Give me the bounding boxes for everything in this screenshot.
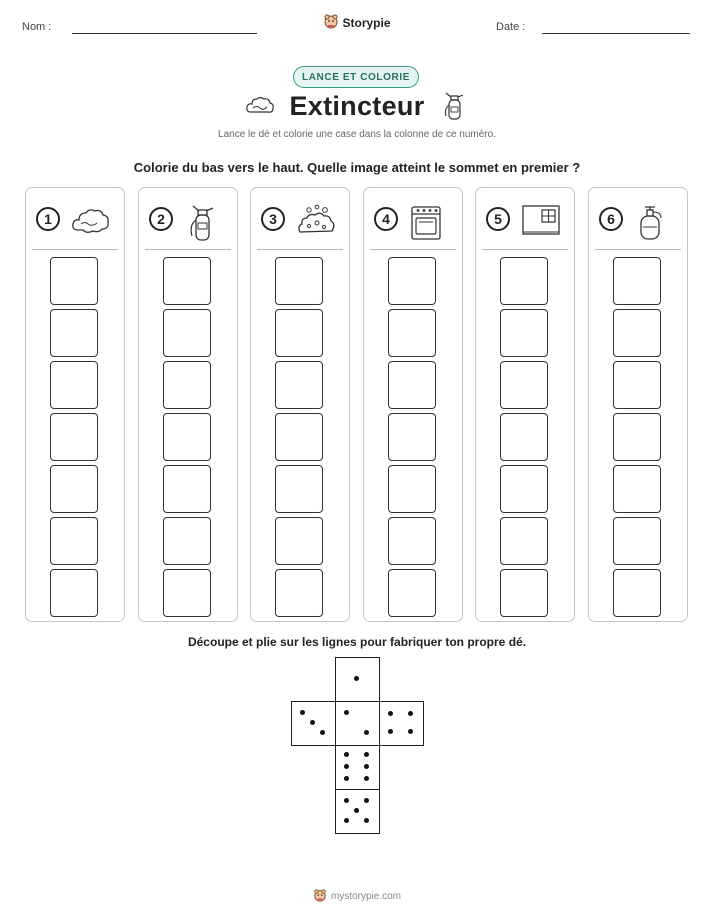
color-box[interactable] — [613, 309, 661, 357]
pip — [344, 818, 349, 823]
column-number: 5 — [486, 207, 510, 231]
gas-cylinder-icon — [633, 202, 669, 247]
column-2 — [138, 187, 238, 622]
pip — [388, 729, 393, 734]
color-box[interactable] — [275, 569, 323, 617]
pip — [408, 729, 413, 734]
brand-logo — [0, 13, 714, 34]
color-box[interactable] — [50, 361, 98, 409]
column-divider — [370, 249, 456, 250]
column-divider — [145, 249, 231, 250]
color-box[interactable] — [388, 309, 436, 357]
color-box[interactable] — [275, 413, 323, 461]
fire-extinguisher-icon — [183, 202, 219, 247]
column-number: 3 — [261, 207, 285, 231]
color-box[interactable] — [163, 465, 211, 513]
pip — [364, 752, 369, 757]
color-box[interactable] — [50, 309, 98, 357]
pip — [344, 752, 349, 757]
color-box[interactable] — [50, 569, 98, 617]
brand-name: Storypie — [342, 15, 391, 30]
pip — [354, 808, 359, 813]
color-box[interactable] — [500, 361, 548, 409]
pip — [364, 730, 369, 735]
color-box[interactable] — [163, 569, 211, 617]
fire-extinguisher-icon — [443, 89, 465, 126]
color-box[interactable] — [163, 517, 211, 565]
color-box[interactable] — [613, 257, 661, 305]
color-box[interactable] — [50, 465, 98, 513]
column-divider — [32, 249, 118, 250]
color-box[interactable] — [613, 361, 661, 409]
color-box[interactable] — [500, 309, 548, 357]
column-number: 6 — [599, 207, 623, 231]
pip — [364, 798, 369, 803]
pip — [388, 711, 393, 716]
color-box[interactable] — [50, 257, 98, 305]
color-box[interactable] — [500, 569, 548, 617]
color-box[interactable] — [500, 413, 548, 461]
column-1 — [25, 187, 125, 622]
column-number: 4 — [374, 207, 398, 231]
column-number: 2 — [149, 207, 173, 231]
pip — [364, 764, 369, 769]
pip — [344, 710, 349, 715]
die-face-4 — [379, 701, 424, 746]
color-box[interactable] — [388, 517, 436, 565]
color-box[interactable] — [275, 465, 323, 513]
color-box[interactable] — [275, 257, 323, 305]
pip — [320, 730, 325, 735]
color-box[interactable] — [388, 569, 436, 617]
column-divider — [595, 249, 681, 250]
pip — [364, 818, 369, 823]
footer-url: mystorypie.com — [330, 891, 401, 902]
color-box[interactable] — [275, 361, 323, 409]
color-box[interactable] — [500, 517, 548, 565]
die-face-1 — [335, 657, 380, 702]
color-box[interactable] — [388, 465, 436, 513]
die-face-2 — [335, 701, 380, 746]
color-box[interactable] — [163, 361, 211, 409]
color-box[interactable] — [388, 413, 436, 461]
color-box[interactable] — [163, 413, 211, 461]
die-face-3 — [291, 701, 336, 746]
color-box[interactable] — [388, 257, 436, 305]
pip — [300, 710, 305, 715]
column-3 — [250, 187, 350, 622]
column-6 — [588, 187, 688, 622]
color-box[interactable] — [500, 465, 548, 513]
smoke-cloud-icon — [70, 202, 112, 243]
column-5 — [475, 187, 575, 622]
page-title: Extincteur — [289, 91, 425, 121]
pip — [364, 776, 369, 781]
pip — [344, 764, 349, 769]
color-box[interactable] — [275, 309, 323, 357]
pip — [354, 676, 359, 681]
page-subtitle: Lance le dé et colorie une case dans la colonne de ce numéro. — [218, 129, 496, 140]
color-box[interactable] — [163, 309, 211, 357]
date-line — [542, 33, 690, 34]
pip — [344, 776, 349, 781]
color-box[interactable] — [388, 361, 436, 409]
column-divider — [257, 249, 343, 250]
die-face-6 — [335, 745, 380, 790]
activity-badge: LANCE ET COLORIE — [293, 66, 419, 88]
game-instruction: Colorie du bas vers le haut. Quelle image atteint le sommet en premier ? — [133, 160, 581, 175]
color-box[interactable] — [500, 257, 548, 305]
pip — [408, 711, 413, 716]
die-face-5 — [335, 789, 380, 834]
dice-instruction: Découpe et plie sur les lignes pour fabriquer ton propre dé. — [187, 635, 527, 649]
footer — [0, 888, 714, 905]
color-box[interactable] — [613, 465, 661, 513]
column-divider — [482, 249, 568, 250]
pip — [344, 798, 349, 803]
date-label: Date : — [496, 21, 526, 33]
color-box[interactable] — [163, 257, 211, 305]
color-box[interactable] — [50, 517, 98, 565]
pip — [310, 720, 315, 725]
color-box[interactable] — [50, 413, 98, 461]
storypie-mascot-icon — [313, 888, 327, 905]
color-box[interactable] — [613, 413, 661, 461]
wall-window-icon — [520, 202, 562, 243]
color-box[interactable] — [613, 517, 661, 565]
color-box[interactable] — [275, 517, 323, 565]
stove-icon — [408, 202, 444, 247]
storypie-mascot-icon — [323, 13, 339, 32]
column-number: 1 — [36, 207, 60, 231]
color-box[interactable] — [613, 569, 661, 617]
foam-icon — [295, 202, 337, 243]
column-4 — [363, 187, 463, 622]
name-label: Nom : — [22, 21, 52, 33]
